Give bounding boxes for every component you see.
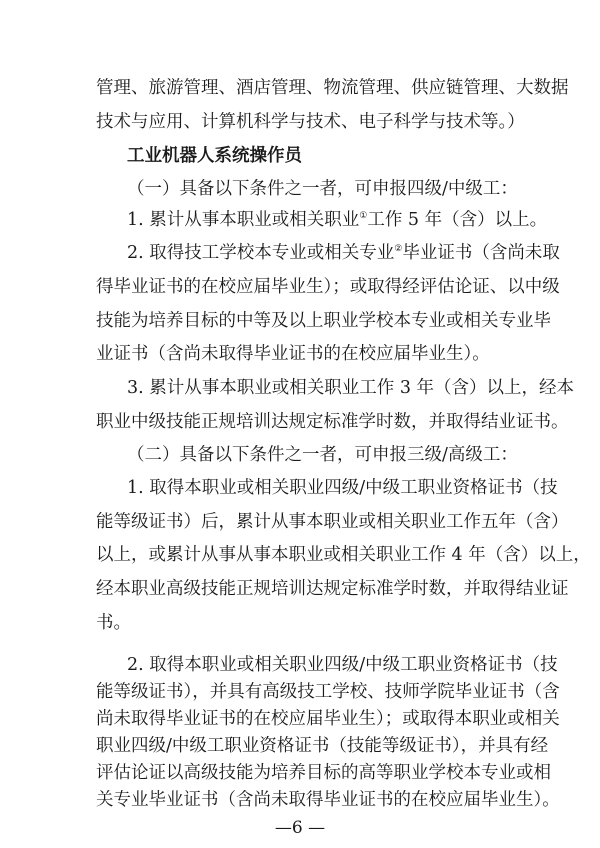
text-line: 得毕业证书的在校应届毕业生）；或取得经评估论证、以中级 xyxy=(96,277,560,297)
text-line: 关专业毕业证书（含尚未取得毕业证书的在校应届毕业生）。 xyxy=(96,790,560,810)
text-line: （一）具备以下条件之一者，可申报四级/中级工： xyxy=(127,179,518,199)
text-line: 职业四级/中级工职业资格证书（技能等级证书），并具有经 xyxy=(96,736,549,756)
text-line: 职业中级技能正规培训达规定标准学时数，并取得结业证书。 xyxy=(96,412,569,432)
text-line: 业证书（含尚未取得毕业证书的在校应届毕业生）。 xyxy=(96,344,490,364)
text-line: 能等级证书），并具有高级技工学校、技师学院毕业证书（含 xyxy=(96,682,560,702)
text-span: 工作 5 年（含）以上。 xyxy=(367,210,548,230)
text-line: 能等级证书）后，累计从事本职业或相关职业工作五年（含） xyxy=(96,512,569,532)
text-span: 1. 累计从事本职业或相关职业 xyxy=(127,210,360,230)
footnote-marker: ① xyxy=(359,211,368,221)
text-line: 技能为培养目标的中等及以上职业学校本专业或相关专业毕 xyxy=(96,311,551,331)
text-span: 2. 取得技工学校本专业或相关专业 xyxy=(127,243,395,263)
footnote-marker: ② xyxy=(394,244,403,254)
text-span: 毕业证书（含尚未取 xyxy=(402,243,560,263)
text-line: 1. 取得本职业或相关职业四级/中级工职业资格证书（技 xyxy=(127,478,558,498)
text-line: 经本职业高级技能正规培训达规定标准学时数，并取得结业证 xyxy=(96,579,569,599)
text-line: 评估论证以高级技能为培养目标的高等职业学校本专业或相 xyxy=(96,763,551,783)
text-line: （二）具备以下条件之一者，可申报三级/高级工： xyxy=(127,445,518,465)
section-heading: 工业机器人系统操作员 xyxy=(127,146,302,166)
text-line: 3. 累计从事本职业或相关职业工作 3 年（含）以上，经本 xyxy=(127,378,575,398)
page-number: —6 — xyxy=(274,818,326,838)
text-line: 管理、旅游管理、酒店管理、物流管理、供应链管理、大数据 xyxy=(96,78,569,98)
text-line: 以上，或累计从事从事本职业或相关职业工作 4 年（含）以上， xyxy=(96,545,591,565)
text-line: 书。 xyxy=(96,613,131,633)
text-line: 2. 取得本职业或相关职业四级/中级工职业资格证书（技 xyxy=(127,655,558,675)
text-line: 技术与应用、计算机科学与技术、电子科学与技术等。） xyxy=(96,112,525,132)
text-line xyxy=(127,208,548,232)
text-line xyxy=(127,241,560,265)
text-line: 尚未取得毕业证书的在校应届毕业生）；或取得本职业或相关 xyxy=(96,709,560,729)
